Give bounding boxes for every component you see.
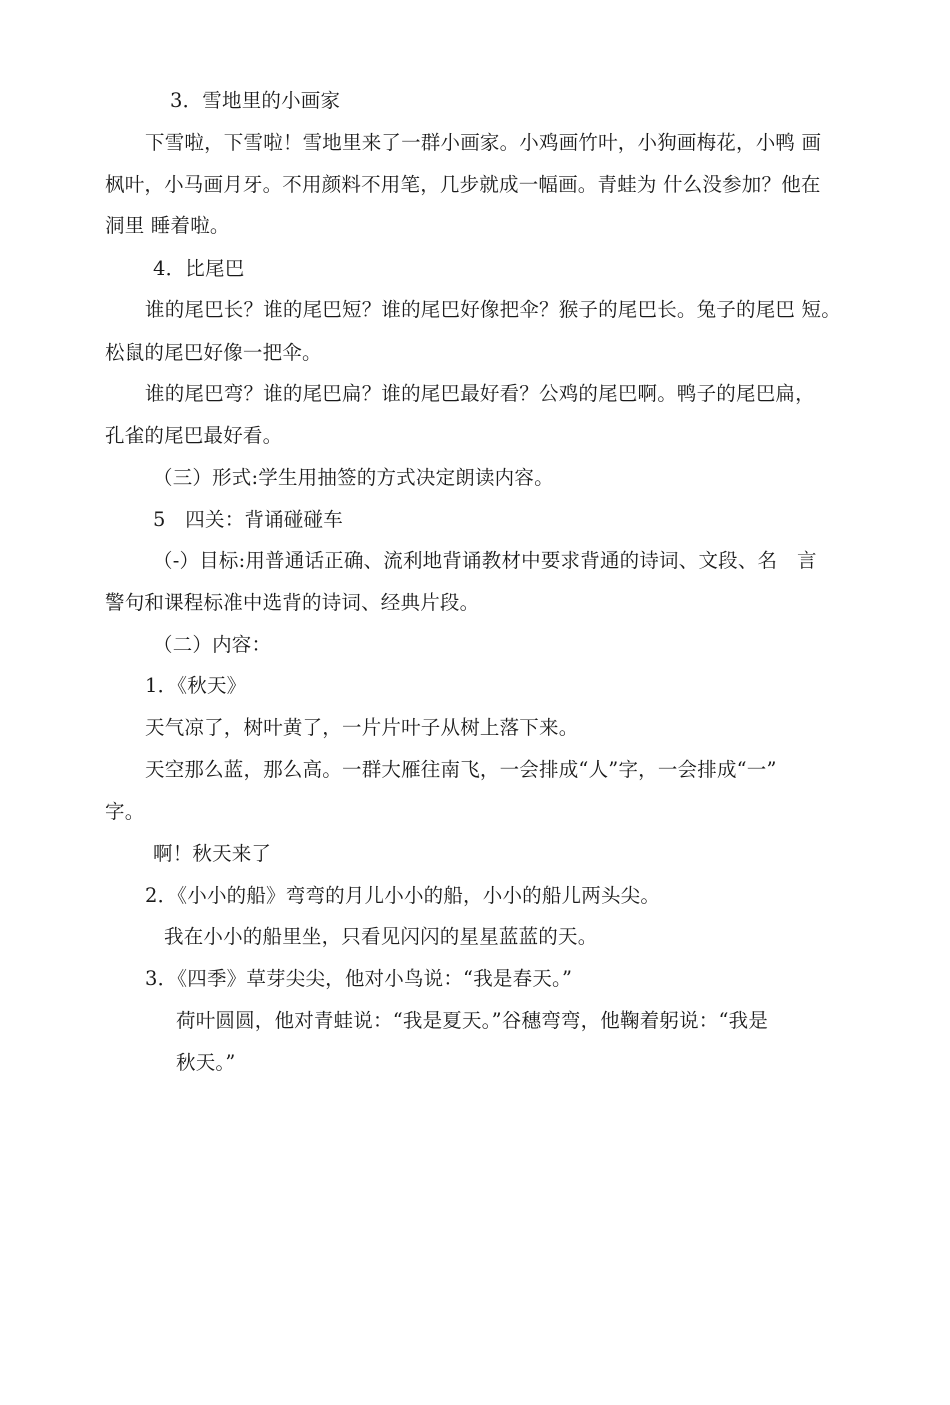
paragraph-line: 松鼠的尾巴好像一把伞。 <box>105 341 322 364</box>
poem-line: 我在小小的船里坐，只看见闪闪的星星蓝蓝的天。 <box>164 925 598 948</box>
heading-four-seasons: 3．《四季》草芽尖尖，他对小鸟说：“我是春天。” <box>145 967 573 990</box>
heading-autumn: 1．《秋天》 <box>145 674 247 697</box>
section-form: （三）形式:学生用抽签的方式决定朗读内容。 <box>153 466 554 489</box>
poem-line: 字。 <box>105 800 145 823</box>
section-goal: （-）目标:用普通话正确、流利地背诵教材中要求背通的诗词、文段、名 言 <box>153 549 817 572</box>
heading-level-four: 5 四关：背诵碰碰车 <box>153 508 343 531</box>
heading-little-boat: 2．《小小的船》弯弯的月儿小小的船，小小的船儿两头尖。 <box>145 884 661 907</box>
paragraph-line: 谁的尾巴长？谁的尾巴短？谁的尾巴好像把伞？猴子的尾巴长。兔子的尾巴 短。 <box>145 298 841 321</box>
paragraph-line: 谁的尾巴弯？谁的尾巴扁？谁的尾巴最好看？公鸡的尾巴啊。鸭子的尾巴扁， <box>145 382 815 405</box>
paragraph-line: 洞里 睡着啦。 <box>105 214 230 237</box>
heading-compare-tails: 4．比尾巴 <box>153 257 245 280</box>
poem-line: 荷叶圆圆，他对青蛙说：“我是夏天。”谷穗弯弯，他鞠着躬说：“我是 <box>176 1009 769 1032</box>
poem-line: 天气凉了，树叶黄了，一片片叶子从树上落下来。 <box>145 716 579 739</box>
paragraph-line: 枫叶，小马画月牙。不用颜料不用笔，几步就成一幅画。青蛙为 什么没参加？他在 <box>105 173 821 196</box>
paragraph-line: 下雪啦，下雪啦！雪地里来了一群小画家。小鸡画竹叶，小狗画梅花，小鸭 画 <box>145 131 822 154</box>
poem-line: 啊！秋天来了 <box>153 842 272 865</box>
paragraph-line: 警句和课程标准中选背的诗词、经典片段。 <box>105 591 480 614</box>
section-content: （二）内容： <box>153 633 272 656</box>
poem-line: 秋天。” <box>176 1051 236 1074</box>
poem-line: 天空那么蓝，那么高。一群大雁往南飞，一会排成“人”字，一会排成“一” <box>145 758 777 781</box>
paragraph-line: 孔雀的尾巴最好看。 <box>105 424 283 447</box>
heading-snow-painters: 3．雪地里的小画家 <box>170 89 341 112</box>
